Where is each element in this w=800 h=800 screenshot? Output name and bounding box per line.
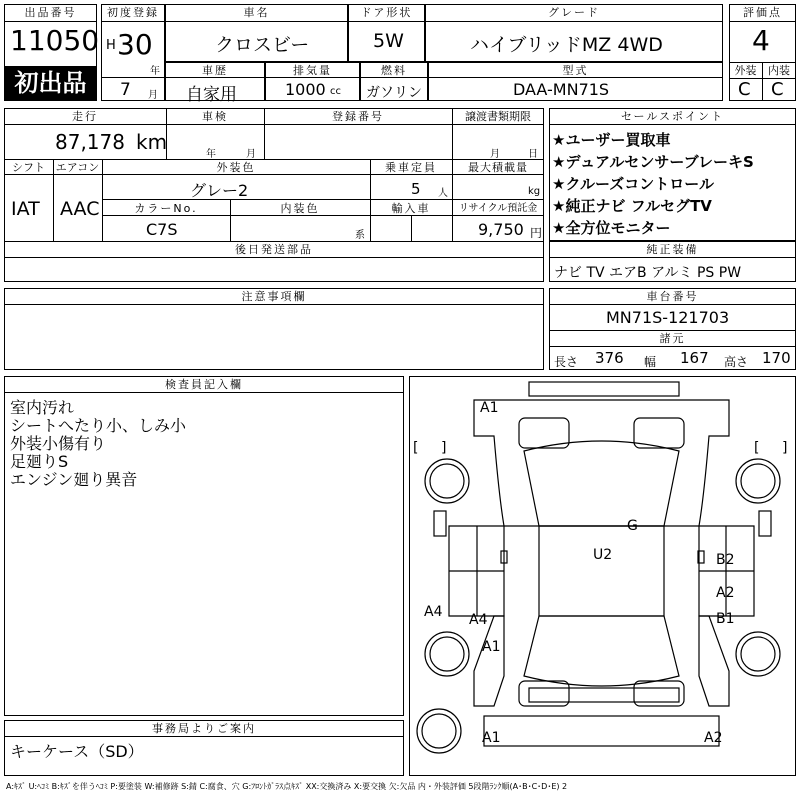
notes-title: 注意事項欄 — [241, 290, 307, 303]
mileage-unit: km — [136, 130, 168, 154]
transfer-label: 譲渡書類期限 — [465, 110, 531, 123]
load-unit: kg — [528, 186, 541, 197]
height: 170 — [762, 349, 791, 367]
int-color-unit: 系 — [355, 230, 365, 241]
mileage-label: 走行 — [72, 110, 98, 123]
damage-mark: B1 — [716, 611, 735, 627]
damage-mark: A4 — [469, 612, 488, 628]
office-note: キーケース（SD） — [10, 742, 144, 761]
car-name-label: 車名 — [243, 6, 270, 19]
damage-mark: A1 — [482, 730, 501, 746]
first-listing-badge: 初出品 — [4, 66, 97, 101]
lot-number: 11050 — [10, 24, 100, 57]
damage-mark: B2 — [716, 552, 735, 568]
damage-mark: A1 — [482, 639, 501, 655]
color-no-label: カラーNo. — [134, 202, 198, 215]
car-name: クロスビー — [215, 34, 310, 56]
inspection-month-unit: 月 — [246, 149, 256, 160]
car-outline-diagram — [409, 376, 796, 776]
ext-grade: C — [738, 79, 751, 100]
sales-point-item: ★デュアルセンサーブレーキS — [552, 153, 754, 171]
int-color-label: 内装色 — [280, 202, 320, 215]
damage-mark: A1 — [480, 400, 499, 416]
damage-mark: A4 — [424, 604, 443, 620]
inspection-year-unit: 年 — [206, 149, 216, 160]
damage-mark: U2 — [593, 547, 613, 563]
displacement-unit: cc — [330, 86, 341, 97]
door-type: 5W — [373, 30, 404, 52]
ext-color-label: 外装色 — [216, 161, 256, 174]
recycle-label: リサイクル預託金 — [458, 203, 538, 214]
import-label: 輸入車 — [391, 202, 431, 215]
capacity-unit: 人 — [438, 188, 448, 199]
reg-month: 7 — [120, 80, 131, 100]
dims-title: 諸元 — [659, 332, 686, 345]
mileage: 87,178 — [55, 130, 125, 154]
inspection-label: 車検 — [202, 110, 228, 123]
recycle-unit: 円 — [530, 226, 543, 240]
later-parts-label: 後日発送部品 — [235, 243, 313, 256]
grade: ハイブリッドMZ 4WD — [470, 34, 663, 56]
chassis-title: 車台番号 — [646, 290, 699, 303]
first-registration-label: 初度登録 — [107, 6, 159, 19]
sales-point-item: ★ユーザー買取車 — [552, 131, 671, 149]
score-label: 評価点 — [743, 6, 782, 19]
equipment: ナビ TV エアB アルミ PS PW — [554, 265, 742, 281]
office-title: 事務局よりご案内 — [152, 722, 256, 735]
equipment-title: 純正装備 — [646, 243, 699, 256]
legend: A:ｷｽﾞ U:ﾍｺﾐ B:ｷｽﾞを伴うﾍｺﾐ P:要塗装 W:補修跡 S:錆 C:腐食、穴 G:ﾌﾛﾝﾄｶﾞﾗｽ点ｷｽﾞ XX:交換済み X:要交換 欠:欠品 内・外装評価 5段階ﾗﾝｸ順(A･B･C･D･E) 2 — [6, 782, 568, 791]
displacement-label: 排気量 — [293, 64, 332, 77]
length-label: 長さ — [554, 355, 579, 369]
int-grade: C — [771, 79, 784, 100]
score: 4 — [752, 24, 770, 57]
sales-point-item: ★クルーズコントロール — [552, 175, 714, 193]
capacity-label: 乗車定員 — [385, 161, 437, 174]
shift: IAT — [11, 198, 40, 220]
color-no: C7S — [146, 220, 178, 239]
ext-color: グレー2 — [190, 181, 249, 200]
ext-grade-label: 外装 — [734, 64, 757, 77]
history: 自家用 — [186, 85, 237, 105]
sales-point-item: ★純正ナビ フルセグTV — [552, 197, 712, 215]
era: H — [106, 38, 116, 53]
recycle-fee: 9,750 — [478, 220, 524, 239]
inspector-note: 室内汚れ — [10, 398, 75, 417]
damage-mark: A2 — [704, 730, 723, 746]
history-label: 車歴 — [202, 64, 228, 77]
reg-year: 30 — [117, 28, 153, 61]
displacement: 1000 — [285, 80, 326, 99]
air-conditioner: AAC — [60, 198, 100, 220]
inspector-title: 検査員記入欄 — [165, 378, 243, 391]
year-unit: 年 — [150, 66, 160, 77]
inspector-note: 外装小傷有り — [10, 434, 107, 453]
length: 376 — [595, 349, 624, 367]
bracket-mark: ] — [782, 440, 788, 456]
width: 167 — [680, 349, 709, 367]
fuel-label: 燃料 — [381, 64, 407, 77]
shift-label: シフト — [12, 161, 45, 174]
damage-mark: G — [627, 518, 638, 534]
transfer-month-unit: 月 — [490, 149, 500, 160]
grade-label: グレード — [548, 6, 600, 19]
model-label: 型式 — [562, 64, 589, 77]
inspector-note: エンジン廻り異音 — [10, 470, 138, 489]
month-unit: 月 — [148, 90, 158, 101]
model-code: DAA-MN71S — [513, 80, 610, 99]
width-label: 幅 — [644, 355, 657, 369]
int-grade-label: 内装 — [768, 64, 790, 77]
fuel: ガソリン — [366, 85, 422, 101]
chassis-number: MN71S-121703 — [606, 308, 730, 327]
bracket-mark: [ — [754, 440, 760, 456]
inspector-note: 足廻りS — [10, 452, 69, 471]
ac-label: エアコン — [55, 161, 100, 174]
load-label: 最大積載量 — [468, 161, 528, 174]
bracket-mark: ] — [441, 440, 447, 456]
damage-mark: A2 — [716, 585, 735, 601]
transfer-day-unit: 日 — [528, 149, 538, 160]
plate-label: 登録番号 — [332, 110, 384, 123]
height-label: 高さ — [724, 355, 749, 369]
capacity: 5 — [411, 180, 421, 198]
inspector-note: シートへたり小、しみ小 — [10, 416, 187, 435]
bracket-mark: [ — [413, 440, 419, 456]
sales-point-item: ★全方位モニター — [552, 219, 671, 237]
sales-points-title: セールスポイント — [620, 110, 724, 123]
lot-label: 出品番号 — [24, 6, 77, 19]
door-label: ドア形状 — [360, 6, 413, 19]
